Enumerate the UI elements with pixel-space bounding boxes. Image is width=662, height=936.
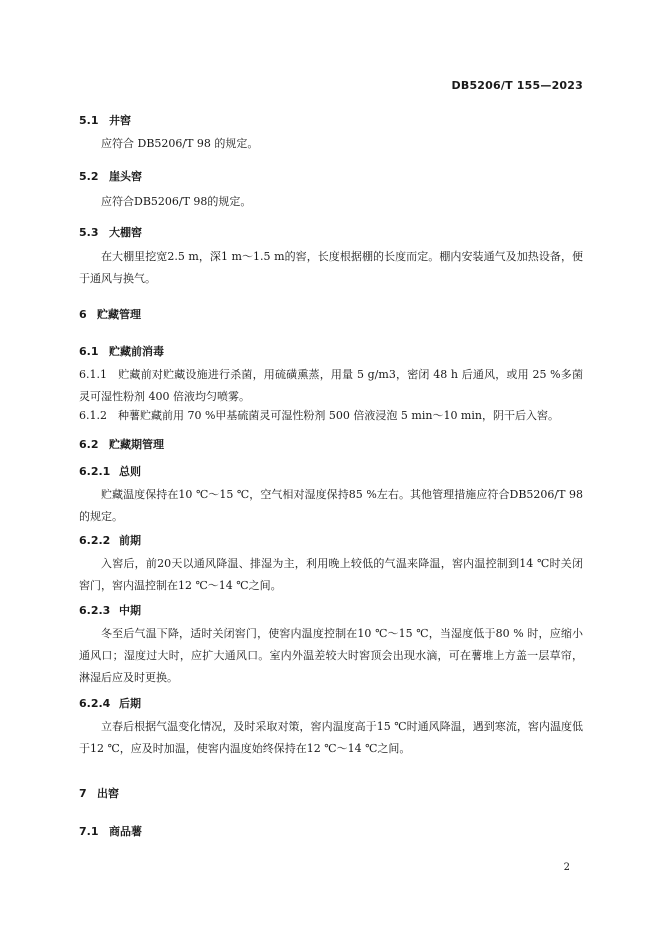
document-code: DB5206/T 155—2023 <box>451 79 583 92</box>
section-title: 崖头窖 <box>109 170 142 183</box>
section-number: 5.2 <box>79 170 99 183</box>
heading-6-2-1 <box>79 463 141 479</box>
section-title: 中期 <box>119 604 141 617</box>
paragraph-6-1-1: 6.1.1 贮藏前对贮藏设施进行杀菌，用硫磺熏蒸，用量 5 g/m3，密闭 48 h 后通风，或用 25 %多菌灵可湿性粉剂 400 倍液均匀喷雾。 <box>79 368 583 403</box>
paragraph-5-1: 应符合 DB5206/T 98 的规定。 <box>101 137 259 150</box>
section-number: 5.1 <box>79 114 99 127</box>
heading-5-1 <box>79 112 131 128</box>
heading-5-3 <box>79 224 142 240</box>
section-title: 前期 <box>119 534 141 547</box>
section-number: 6.2 <box>79 438 99 451</box>
paragraph-5-3: 在大棚里挖宽2.5 m，深1 m～1.5 m的窖，长度根据棚的长度而定。棚内安装通气及加热设备，便于通风与换气。 <box>79 250 583 285</box>
paragraph-6-2-4: 立春后根据气温变化情况，及时采取对策，窖内温度高于15 ℃时通风降温，遇到寒流，窖内温度低于12 ℃，应及时加温，使窖内温度始终保持在12 ℃～14 ℃之间。 <box>79 720 583 755</box>
section-number: 6.2.4 <box>79 697 111 710</box>
section-title: 商品薯 <box>109 825 142 838</box>
section-number: 6.1 <box>79 345 99 358</box>
section-title: 井窖 <box>109 114 131 127</box>
heading-6-2 <box>79 436 164 452</box>
section-number: 6.2.2 <box>79 534 111 547</box>
paragraph-6-2-3: 冬至后气温下降，适时关闭窖门，使窖内温度控制在10 ℃～15 ℃，当湿度低于80 % 时，应缩小通风口；湿度过大时，应扩大通风口。室内外温差较大时窖顶会出现水滴，可在薯堆上方盖一层草帘，淋湿后应及时更换。 <box>79 627 583 684</box>
paragraph-5-2: 应符合DB5206/T 98的规定。 <box>101 195 252 208</box>
section-title: 后期 <box>119 697 141 710</box>
paragraph-6-2-1: 贮藏温度保持在10 ℃～15 ℃，空气相对湿度保持85 %左右。其他管理措施应符合DB5206/T 98的规定。 <box>79 488 583 523</box>
paragraph-6-2-2: 入窖后，前20天以通风降温、排湿为主，利用晚上较低的气温来降温，窖内温控制到14 ℃时关闭窖门，窖内温控制在12 ℃～14 ℃之间。 <box>79 557 583 592</box>
section-number: 7 <box>79 787 87 800</box>
section-number: 5.3 <box>79 226 99 239</box>
paragraph-6-1-2: 6.1.2 种薯贮藏前用 70 %甲基硫菌灵可湿性粉剂 500 倍液浸泡 5 min～10 min，阴干后入窖。 <box>79 409 559 422</box>
section-title: 出窖 <box>97 787 119 800</box>
section-title: 贮藏前消毒 <box>109 345 164 358</box>
heading-6-2-2 <box>79 532 141 548</box>
heading-6-2-3 <box>79 602 141 618</box>
section-title: 总则 <box>119 465 141 478</box>
section-number: 6.2.3 <box>79 604 111 617</box>
section-title: 贮藏期管理 <box>109 438 164 451</box>
heading-6 <box>79 306 141 322</box>
section-number: 6.2.1 <box>79 465 111 478</box>
section-number: 7.1 <box>79 825 99 838</box>
section-title: 大棚窖 <box>109 226 142 239</box>
heading-7 <box>79 785 119 801</box>
section-title: 贮藏管理 <box>97 308 141 321</box>
section-number: 6 <box>79 308 87 321</box>
heading-5-2 <box>79 168 142 184</box>
page-number: 2 <box>563 862 570 873</box>
heading-7-1 <box>79 823 142 839</box>
heading-6-1 <box>79 343 164 359</box>
heading-6-2-4 <box>79 695 141 711</box>
